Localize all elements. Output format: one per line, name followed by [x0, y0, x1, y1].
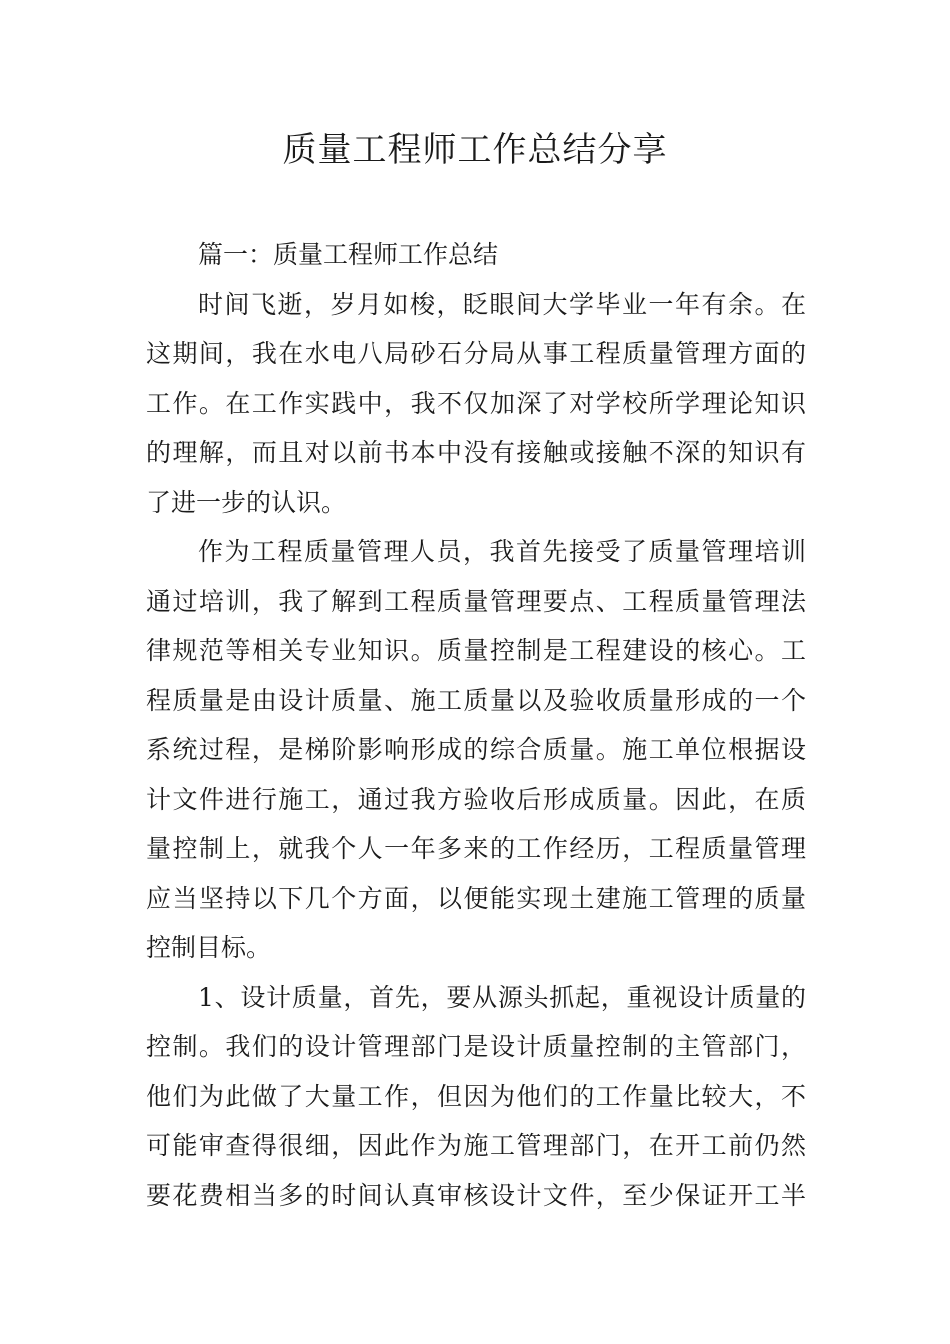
- body-line: 计文件进行施工，通过我方验收后形成质量。因此，在质: [146, 784, 806, 814]
- body-line: 程质量是由设计质量、施工质量以及验收质量形成的一个: [146, 685, 806, 715]
- body-line: 的理解，而且对以前书本中没有接触或接触不深的知识有: [146, 438, 806, 467]
- body-line: 时间飞逝，岁月如梭，眨眼间大学毕业一年有余。在: [198, 289, 806, 319]
- body-line: 控制目标。: [146, 933, 272, 962]
- body-line: 作为工程质量管理人员，我首先接受了质量管理培训: [198, 537, 806, 566]
- body-line: 控制。我们的设计管理部门是设计质量控制的主管部门，: [146, 1032, 806, 1061]
- body-line: 篇一：质量工程师工作总结: [198, 240, 499, 269]
- body-line: 通过培训，我了解到工程质量管理要点、工程质量管理法: [146, 586, 806, 616]
- body-line: 系统过程，是梯阶影响形成的综合质量。施工单位根据设: [146, 735, 806, 764]
- document-body: [146, 230, 806, 1220]
- body-line: 工作。在工作实践中，我不仅加深了对学校所学理论知识: [146, 388, 806, 418]
- body-line: 律规范等相关专业知识。质量控制是工程建设的核心。工: [146, 636, 806, 665]
- body-line: 应当坚持以下几个方面，以便能实现土建施工管理的质量: [146, 883, 806, 913]
- body-line: 要花费相当多的时间认真审核设计文件，至少保证开工半: [146, 1180, 806, 1210]
- document-title: 质量工程师工作总结分享: [282, 130, 668, 170]
- body-line: 可能审查得很细，因此作为施工管理部门，在开工前仍然: [146, 1131, 806, 1160]
- body-line: 他们为此做了大量工作，但因为他们的工作量比较大，不: [146, 1081, 806, 1111]
- body-line: 这期间，我在水电八局砂石分局从事工程质量管理方面的: [146, 339, 806, 368]
- body-line: 量控制上，就我个人一年多来的工作经历，工程质量管理: [146, 834, 806, 863]
- body-line: 1、设计质量，首先，要从源头抓起，重视设计质量的: [198, 982, 806, 1012]
- body-line: 了进一步的认识。: [146, 487, 347, 517]
